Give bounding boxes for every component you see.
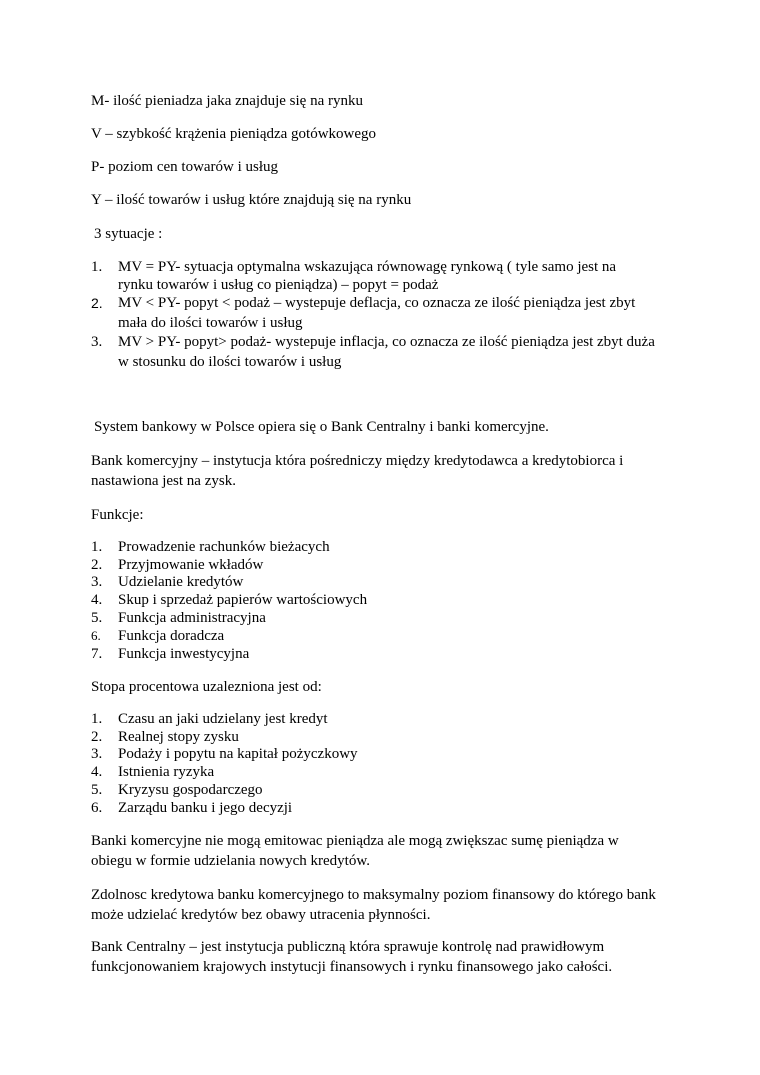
list-item-text: Realnej stopy zysku — [118, 729, 239, 745]
central-bank-paragraph-line2: funkcjonowaniem krajowych instytucji finansowych i rynku finansowego jako całości. — [91, 959, 613, 975]
credit-capacity-paragraph-line2: może udzielać kredytów bez obawy utracenia płynności. — [91, 907, 431, 923]
interest-rate-heading: Stopa procentowa uzalezniona jest od: — [91, 679, 322, 695]
list-item-number: 6. — [91, 628, 101, 643]
list-item-number: 6. — [91, 800, 103, 816]
list-item-text-line1: MV < PY- popyt < podaż – wystepuje deflacja, co oznacza ze ilość pieniądza jest zbyt — [118, 295, 636, 311]
list-item-text: Czasu an jaki udzielany jest kredyt — [118, 711, 328, 727]
list-item-text-line1: MV > PY- popyt> podaż- wystepuje inflacja, co oznacza ze ilość pieniądza jest zbyt duża — [118, 334, 655, 350]
money-supply-paragraph-line2: obiegu w formie udzielania nowych kredytów. — [91, 853, 370, 869]
definition-p: P- poziom cen towarów i usług — [91, 159, 279, 175]
list-item-number: 2. — [91, 295, 103, 311]
money-supply-paragraph-line1: Banki komercyjne nie mogą emitowac pieniądza ale mogą zwiększac sumę pieniądza w — [91, 833, 619, 849]
list-item-text: Prowadzenie rachunków bieżacych — [118, 539, 330, 555]
list-item-number: 5. — [91, 782, 103, 798]
list-item-number: 5. — [91, 610, 103, 626]
list-item-text: Przyjmowanie wkładów — [118, 557, 264, 573]
commercial-bank-definition-line2: nastawiona jest na zysk. — [91, 473, 236, 489]
definition-v: V – szybkość krążenia pieniądza gotówkowego — [91, 126, 377, 142]
list-item-number: 1. — [91, 259, 103, 275]
list-item-text: Istnienia ryzyka — [118, 764, 215, 780]
list-item-text: Podaży i popytu na kapitał pożyczkowy — [118, 746, 358, 762]
definition-m: M- ilość pieniadza jaka znajduje się na rynku — [91, 93, 363, 109]
commercial-bank-definition-line1: Bank komercyjny – instytucja która pośredniczy między kredytodawca a kredytobiorca i — [91, 453, 624, 469]
list-item-text-line1: MV = PY- sytuacja optymalna wskazująca równowagę rynkową ( tyle samo jest na — [118, 259, 617, 275]
functions-heading: Funkcje: — [91, 507, 144, 523]
list-item-number: 4. — [91, 764, 103, 780]
list-item-number: 2. — [91, 557, 103, 573]
list-item-number: 1. — [91, 539, 103, 555]
list-item-text-line2: rynku towarów i usług co pieniądza) – popyt = podaż — [118, 277, 439, 293]
list-item-number: 2. — [91, 729, 103, 745]
list-item-number: 4. — [91, 592, 103, 608]
list-item-number: 3. — [91, 574, 103, 590]
list-item-text: Zarządu banku i jego decyzji — [118, 800, 293, 816]
list-item-text: Kryzysu gospodarczego — [118, 782, 263, 798]
definition-y: Y – ilość towarów i usług które znajdują się na rynku — [91, 192, 412, 208]
list-item-number: 7. — [91, 646, 103, 662]
list-item-number: 1. — [91, 711, 103, 727]
list-item-text-line2: w stosunku do ilości towarów i usług — [118, 354, 342, 370]
list-item-text: Funkcja administracyjna — [118, 610, 266, 626]
list-item-number: 3. — [91, 334, 103, 350]
list-item-text: Funkcja inwestycyjna — [118, 646, 250, 662]
banking-system-paragraph: System bankowy w Polsce opiera się o Bank Centralny i banki komercyjne. — [94, 419, 549, 435]
list-item-text-line2: mała do ilości towarów i usług — [118, 315, 303, 331]
list-item-number: 3. — [91, 746, 103, 762]
situations-heading: 3 sytuacje : — [94, 226, 163, 242]
credit-capacity-paragraph-line1: Zdolnosc kredytowa banku komercyjnego to maksymalny poziom finansowy do którego bank — [91, 887, 656, 903]
list-item-text: Funkcja doradcza — [118, 628, 225, 644]
list-item-text: Skup i sprzedaż papierów wartościowych — [118, 592, 368, 608]
central-bank-paragraph-line1: Bank Centralny – jest instytucja publiczną która sprawuje kontrolę nad prawidłowym — [91, 939, 605, 955]
list-item-text: Udzielanie kredytów — [118, 574, 244, 590]
